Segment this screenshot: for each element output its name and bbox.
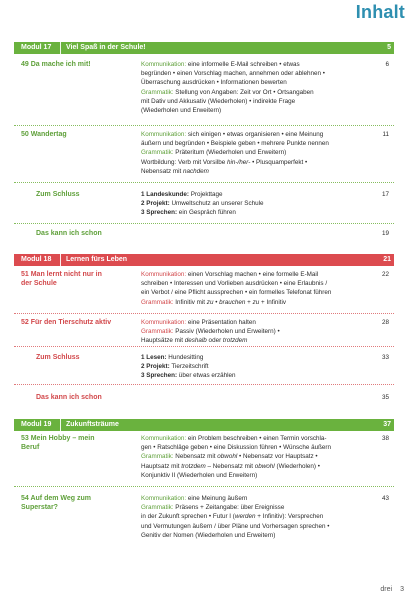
keyword: Kommunikation: [141,271,187,278]
text-run: obwohl [254,462,275,470]
divider [14,223,394,224]
item-text: Tierzeitschrift [169,363,209,371]
item-number: 3 [141,209,147,217]
divider [14,125,394,126]
keyword: Kommunikation: [141,61,187,68]
lesson-line [141,78,365,87]
section-title: Das kann ich schon [36,394,102,401]
item-number: 2 [141,200,147,208]
lesson-line [141,69,365,78]
schluss-item [141,371,365,380]
lesson-line [141,279,365,288]
section-page: 35 [381,394,389,401]
text-run: nachdem [183,167,209,175]
text-run: Genitiv der Nomen (Wiederholen und Erweitern) [141,531,276,539]
lesson-line [141,139,365,148]
page-footer [380,586,404,593]
module-number: Modul 17 [21,44,52,51]
lesson-page: 22 [381,271,389,278]
lesson-line [141,522,365,531]
module-number: Modul 19 [21,421,52,428]
text-run: ein Problem beschreiben • einen Termin vorschla- [186,435,327,442]
lesson-line [141,97,365,106]
keyword: Grammatik: [141,504,174,512]
text-run: eine Meinung äußern [186,495,248,502]
lesson-49[interactable] [14,60,394,124]
divider [14,384,394,385]
text-run: eine informelle E-Mail schreiben • etwas [186,61,300,68]
lesson-body [141,60,365,115]
keyword: Grammatik: [141,149,174,157]
lesson-page: 11 [382,131,389,138]
divider [14,486,394,487]
lesson-50[interactable] [14,130,394,180]
lesson-line [141,298,365,307]
das-kann-ich-schon-18[interactable] [14,393,394,403]
lesson-title: 51 Man lernt nicht nur in der Schule [21,271,102,288]
text-run: und Vermutungen äußern / über Pläne und Vorhersagen sprechen • [141,522,330,530]
lesson-line [141,327,365,336]
lesson-line [141,443,365,452]
page-number: 3 [400,586,404,593]
section-items [141,190,365,218]
lesson-line [141,288,365,297]
item-label: Lesen: [146,354,167,361]
item-text: ein Gespräch führen [177,209,236,217]
text-run: – Nebensatz mit [205,462,255,470]
item-label: Sprechen: [146,372,178,380]
lesson-line [141,148,365,157]
lesson-body [141,494,365,540]
text-run: äußern und begründen • Beispiele geben • mehrere Punkte nennen [141,140,329,148]
lesson-line [141,494,365,503]
lesson-title: 52 Für den Tierschutz aktiv [21,319,112,326]
lesson-page: 38 [381,435,389,442]
module-title: Lernen fürs Leben [60,254,369,266]
item-text: über etwas erzählen [177,372,236,380]
text-run: in der Zukunft sprechen • Futur I ( [141,513,235,521]
text-run: Infinitiv mit [173,298,207,306]
lesson-53[interactable] [14,434,394,482]
text-run: zu [252,298,260,306]
section-title: Das kann ich schon [36,230,102,237]
schluss-item [141,362,365,371]
schluss-item [141,190,365,199]
section-items [141,353,365,381]
text-run: (Wiederholen und Erweitern) [141,107,222,115]
lesson-line [141,60,365,69]
lesson-line [141,158,365,167]
text-run: begründen • einen Vorschlag machen, annehmen oder ablehnen • [141,70,326,78]
lesson-line [141,471,365,480]
section-page: 17 [381,191,389,198]
schluss-item [141,208,365,217]
keyword: Kommunikation: [141,435,187,442]
lesson-title: 53 Mein Hobby – mein Beruf [21,435,95,452]
item-label: Projekt: [146,200,170,208]
divider [14,182,394,183]
text-run: schreiben • Interessen und Vorlieben ausdrücken • eine Erlaubnis / [141,280,328,288]
lesson-line [141,106,365,115]
lesson-page: 28 [381,319,389,326]
section-title: Zum Schluss [36,191,80,198]
module-title: Viel Spaß in der Schule! [60,42,369,54]
item-label: Projekt: [146,363,170,371]
text-run: Stellung von Angaben: Zeit vor Ort • Ortsangaben [173,88,314,96]
text-run: trotzdem [181,462,206,470]
item-text: Hundesitting [166,354,204,361]
module-number: Modul 18 [21,256,52,263]
text-run: einen Vorschlag machen • eine formelle E-Mail [186,271,319,278]
text-run: sich einigen • etwas organisieren • eine Meinung [186,131,324,138]
page-title: Inhalt [355,2,405,22]
lesson-title: 49 Da mache ich mit! [21,61,91,68]
text-run: trotzdem [222,337,248,345]
lesson-line [141,434,365,443]
text-run: hin-/her- [226,158,251,166]
text-run: eine Präsentation halten [186,319,256,326]
item-number: 1 [141,191,147,198]
lesson-line [141,318,365,327]
lesson-page: 43 [381,495,389,502]
text-run: obwohl [217,453,238,461]
zum-schluss-18[interactable] [14,353,394,383]
lesson-title: 54 Auf dem Weg zum Superstar? [21,495,92,512]
divider [14,346,394,347]
text-run: Passiv (Wiederholen und Erweitern) • [173,328,280,336]
lesson-body [141,130,365,176]
text-run: • Nebensatz vor Hauptsatz • [237,453,318,461]
lesson-line [141,452,365,461]
text-run: Hauptsatz mit [141,462,182,470]
keyword: Kommunikation: [141,495,187,502]
das-kann-ich-schon-17[interactable] [14,229,394,239]
module-header-19[interactable] [14,419,394,431]
lesson-line [141,462,365,471]
module-header-18[interactable] [14,254,394,266]
text-run: + Infinitiv [259,298,287,306]
keyword: Grammatik: [141,88,174,96]
lesson-body [141,270,365,307]
module-page: 21 [383,256,391,263]
item-number: 2 [141,363,147,371]
keyword: Kommunikation: [141,131,187,138]
section-title: Zum Schluss [36,354,80,361]
divider [14,313,394,314]
module-page: 5 [387,44,391,51]
lesson-line [141,167,365,176]
text-run: Präsens + Zeitangabe: über Ereignisse [173,504,285,512]
text-run: ein Verbot / eine Pflicht aussprechen • ein formelles Telefonat führen [141,289,332,297]
lesson-line [141,130,365,139]
text-run: • [213,298,220,306]
item-text: Umweltschutz an unserer Schule [169,200,264,208]
item-label: Sprechen: [146,209,178,217]
text-run: Konjunktiv II (Wiederholen und Erweitern) [141,471,258,479]
text-run: Wortbildung: Verb mit Vorsilbe [141,158,227,166]
text-run: (Wiederholen) • [274,462,320,470]
lesson-51[interactable] [14,270,394,312]
text-run: • Plusquamperfekt • [250,158,308,166]
lesson-line [141,503,365,512]
lesson-line [141,270,365,279]
text-run: zu [206,298,214,306]
text-run: Hauptsätze mit [141,337,185,345]
item-number: 1 [141,354,147,361]
text-run: oder [206,337,223,345]
page-word: drei [380,586,393,593]
item-number: 3 [141,372,147,380]
text-run: Nebensatz mit [141,167,183,175]
lesson-line [141,512,365,521]
keyword: Kommunikation: [141,319,187,326]
text-run: Präteritum (Wiederholen und Erweitern) [173,149,287,157]
text-run: mit Dativ und Akkusativ (Wiederholen) • indirekte Frage [141,97,296,105]
text-run: deshalb [184,337,207,345]
lesson-page: 6 [385,61,389,68]
item-label: Landeskunde: [146,191,189,198]
schluss-item [141,353,365,362]
keyword: Grammatik: [141,328,174,336]
section-page: 33 [381,354,389,361]
text-run: + Infinitiv): Versprechen [255,513,324,521]
keyword: Grammatik: [141,453,174,461]
module-page: 37 [383,421,391,428]
text-run: + [245,298,253,306]
lesson-title: 50 Wandertag [21,131,67,138]
text-run: Überraschung ausdrücken • Informationen bewerten [141,79,287,87]
schluss-item [141,199,365,208]
lesson-line [141,531,365,540]
text-run: werden [234,513,256,521]
lesson-body [141,318,365,346]
lesson-54[interactable] [14,494,394,542]
text-run: brauchen [219,298,246,306]
item-text: Projekttage [188,191,223,198]
text-run: Nebensatz mit [173,453,218,461]
lesson-body [141,434,365,480]
lesson-line [141,336,365,345]
module-header-17[interactable] [14,42,394,54]
lesson-line [141,88,365,97]
zum-schluss-17[interactable] [14,190,394,220]
text-run: gen • Ratschläge geben • eine Diskussion führen • Wünsche äußern [141,444,332,452]
section-page: 19 [381,230,389,237]
keyword: Grammatik: [141,298,174,306]
module-title: Zukunftsträume [60,419,369,431]
